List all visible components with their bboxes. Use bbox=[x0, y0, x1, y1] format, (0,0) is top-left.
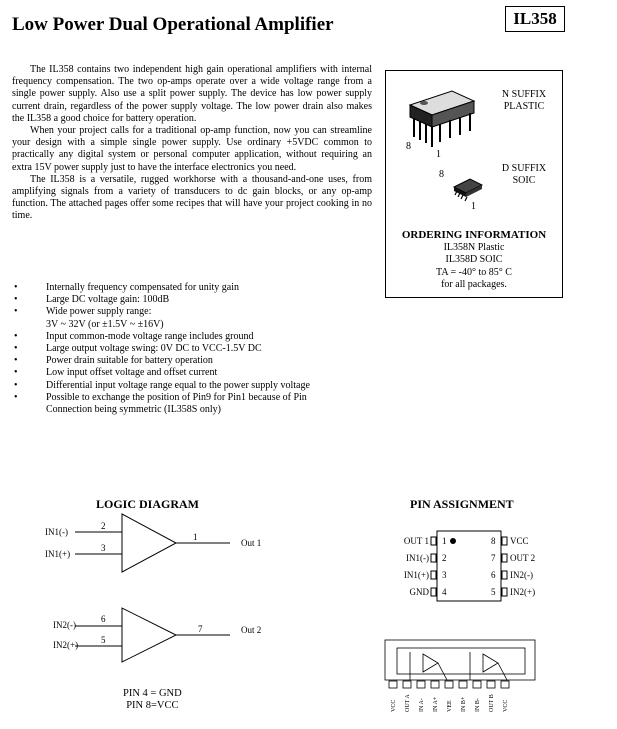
pin-right-5-num: 5 bbox=[491, 587, 496, 597]
d-suffix: D SUFFIX bbox=[501, 163, 547, 174]
bottom-pin-label: OUT B bbox=[489, 694, 495, 712]
pin-right-5-name: IN2(+) bbox=[510, 587, 536, 597]
pin-right-7-name: OUT 2 bbox=[510, 553, 536, 563]
feature-item: • Possible to exchange the position of Pin9 for Pin1 because of Pin bbox=[12, 392, 392, 404]
gnd-pin-note: PIN 4 = GND bbox=[123, 688, 182, 699]
order-all: for all packages. bbox=[441, 279, 507, 290]
feature-item-continued: Connection being symmetric (IL358S only) bbox=[46, 404, 221, 416]
intro-paragraph-2: When your project calls for a traditional op-amp function, now you can streamline your design with a simple single power supply. Use ordinary +5VDC common to practically any digital system or personal computer application, without requiring an extra 15V power supply just to have the interface electronics you need. bbox=[12, 125, 372, 173]
out1-label: Out 1 bbox=[241, 538, 262, 548]
feature-item: • Low input offset voltage and offset current bbox=[12, 367, 392, 379]
bottom-pin-label: IN B- bbox=[475, 698, 481, 712]
n-type: PLASTIC bbox=[503, 101, 545, 112]
pin-right-8-num: 8 bbox=[491, 536, 496, 546]
in1-plus-label: IN1(+) bbox=[45, 549, 71, 559]
dip-pin1-label: 1 bbox=[436, 149, 441, 160]
bottom-pin-label: VCC bbox=[503, 699, 509, 712]
feature-item: • Internally frequency compensated for unity gain bbox=[12, 282, 392, 294]
n-suffix: N SUFFIX bbox=[501, 89, 547, 100]
soic-pin8-label: 8 bbox=[439, 169, 444, 180]
pin-assignment-title: PIN ASSIGNMENT bbox=[410, 497, 514, 511]
in2-minus-label: IN2(-) bbox=[53, 620, 76, 630]
d-type: SOIC bbox=[512, 175, 536, 186]
feature-item: • Large output voltage swing: 0V DC to VCC-1.5V DC bbox=[12, 343, 392, 355]
pin-right-6-num: 6 bbox=[491, 570, 496, 580]
pin-right-8-name: VCC bbox=[510, 536, 529, 546]
pin-left-1-name: OUT 1 bbox=[403, 536, 429, 546]
feature-item: • Differential input voltage range equal to the power supply voltage bbox=[12, 380, 392, 392]
pin-left-3-num: 3 bbox=[442, 570, 447, 580]
pin-left-2-num: 2 bbox=[442, 553, 447, 563]
pin3-label: 3 bbox=[101, 543, 106, 553]
feature-item: • Wide power supply range: bbox=[12, 306, 392, 318]
pin-left-4-name: GND bbox=[409, 587, 429, 597]
order-temp: TA = -40° to 85° C bbox=[436, 266, 512, 278]
pin-left-4-num: 4 bbox=[442, 587, 447, 597]
order-soic: IL358D SOIC bbox=[445, 254, 503, 265]
page-title: Low Power Dual Operational Amplifier bbox=[12, 14, 334, 35]
bottom-pin-label: VEE bbox=[447, 700, 453, 712]
pin7-label: 7 bbox=[198, 624, 203, 634]
pin2-label: 2 bbox=[101, 521, 106, 531]
pin6-label: 6 bbox=[101, 614, 106, 624]
feature-item: • Large DC voltage gain: 100dB bbox=[12, 294, 392, 306]
pin-right-7-num: 7 bbox=[491, 553, 496, 563]
feature-item-continued: 3V ~ 32V (or ±1.5V ~ ±16V) bbox=[46, 318, 164, 330]
bottom-pin-label: IN A- bbox=[419, 698, 425, 712]
soic-pin1-label: 1 bbox=[471, 201, 476, 212]
pin1-label: 1 bbox=[193, 532, 198, 542]
feature-item: • Power drain suitable for battery operation bbox=[12, 355, 392, 367]
bottom-pin-label: IN A+ bbox=[433, 696, 439, 712]
logic-diagram-title: LOGIC DIAGRAM bbox=[96, 497, 200, 511]
pin5-label: 5 bbox=[101, 635, 106, 645]
feature-item: • Input common-mode voltage range includes ground bbox=[12, 331, 392, 343]
pin-left-1-num: 1 bbox=[442, 536, 447, 546]
vcc-pin-note: PIN 8=VCC bbox=[126, 700, 179, 711]
intro-paragraph-1: The IL358 contains two independent high gain operational amplifiers with internal frequency compensation. The two op-amps operate over a wide voltage range from a single power supply. Also use a split power supply. The device has low power supply current drain, regardless of the power supply voltage. The low power drain also makes the IL358 a good choice for battery operation. bbox=[12, 64, 372, 124]
intro-paragraph-3: The IL358 is a versatile, rugged workhorse with a thousand-and-one uses, from amplifying signals from a variety of transducers to dc gain blocks, or any op-amp function. The attached pages offer some recipes that will have your project cooking in no time. bbox=[12, 173, 372, 222]
bottom-pin-label: OUT A bbox=[405, 694, 411, 712]
bottom-pin-label: VCC bbox=[391, 699, 397, 712]
pin-left-3-name: IN1(+) bbox=[403, 570, 429, 580]
in2-plus-label: IN2(+) bbox=[53, 640, 79, 650]
in1-minus-label: IN1(-) bbox=[45, 527, 68, 537]
ordering-title: ORDERING INFORMATION bbox=[401, 229, 547, 241]
pin-left-2-name: IN1(-) bbox=[406, 553, 429, 563]
out2-label: Out 2 bbox=[241, 625, 262, 635]
dip-pin8-label: 8 bbox=[406, 141, 411, 152]
bottom-pin-label: IN B+ bbox=[461, 696, 467, 712]
order-plastic: IL358N Plastic bbox=[443, 241, 505, 253]
part-number-badge: IL358 bbox=[505, 6, 565, 32]
pin-right-6-name: IN2(-) bbox=[510, 570, 533, 580]
